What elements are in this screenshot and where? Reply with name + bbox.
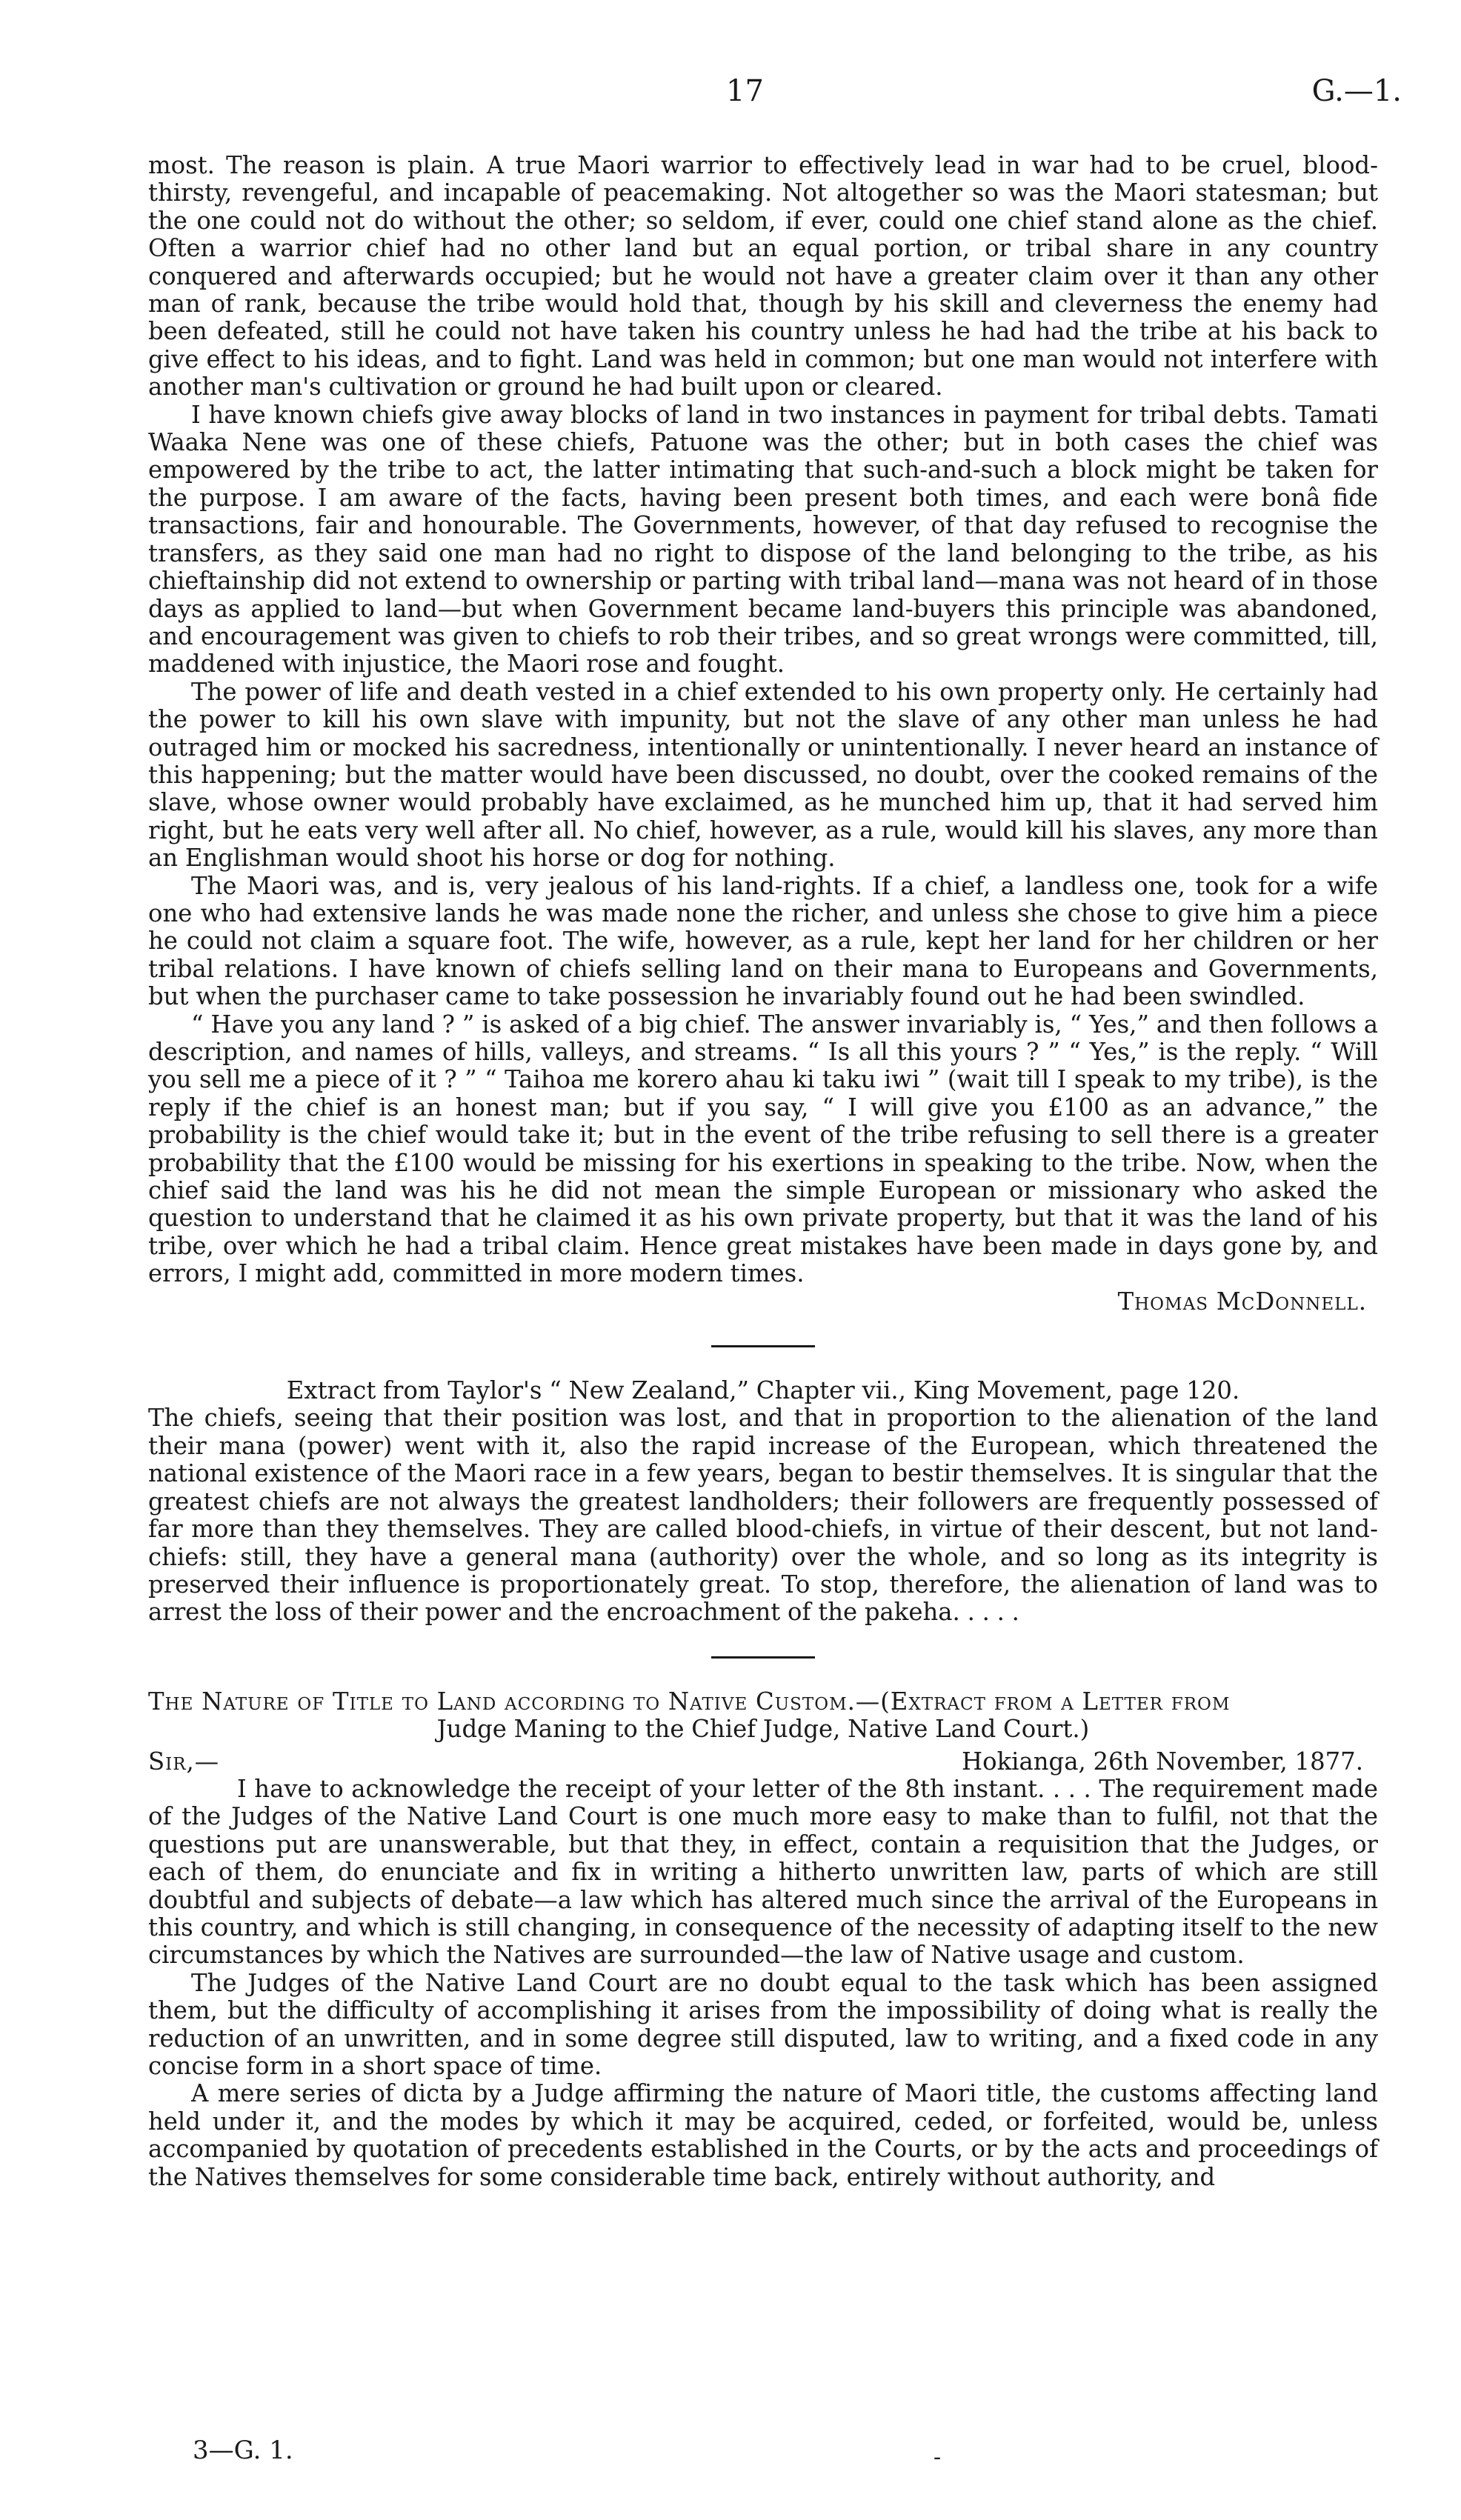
letter-paragraph-3: A mere series of dicta by a Judge affirming the nature of Maori title, the customs affecting land held under it, and the modes by which it may be acquired, ceded, or forfeited, would be, unless accompanied by quotation of precedents established in the Courts, or by the acts and proceedings of the Natives themselves for some considerable time back, entirely without authority, and [148, 2079, 1378, 2191]
section-divider [711, 1656, 815, 1659]
section-divider [711, 1345, 815, 1347]
extract-heading: Extract from Taylor's “ New Zealand,” Chapter vii., King Movement, page 120. [286, 1376, 1240, 1405]
body-paragraph-5: “ Have you any land ? ” is asked of a big chief. The answer invariably is, “ Yes,” and then follows a description, and names of hills, valleys, and streams. “ Is all this yours ? ” “ Yes,” is the reply. “ Will you sell me a piece of it ? ” “ Taihoa me korero ahau ki taku iwi ” (wait till I speak to my tribe), is the reply if the chief is an honest man; but if you say, “ I will give you £100 as an advance,” the probability is the chief would take it; but in the event of the tribe refusing to sell there is a greater probability that the £100 would be missing for his exertions in speaking to the tribe. Now, when the chief said the land was his he did not mean the simple European or missionary who asked the question to understand that he claimed it as his own private property, but that it was the land of his tribe, over which he had a tribal claim. Hence great mistakes have been made in days gone by, and errors, I might add, committed in more modern times. [148, 1010, 1378, 1288]
body-paragraph-3: The power of life and death vested in a chief extended to his own property only. He certainly had the power to kill his own slave with impunity, but not the slave of any other man unless he had outraged him or mocked his sacredness, intentionally or unintentionally. I never heard an instance of this happening; but the matter would have been discussed, no doubt, over the cooked remains of the slave, whose owner would probably have exclaimed, as he munched him up, that it had served him right, but he eats very well after all. No chief, however, as a rule, would kill his slaves, any more than an Englishman would shoot his horse or dog for nothing. [148, 677, 1378, 873]
series-code: G.—1. [1311, 74, 1402, 108]
letter-title-line-1: The Nature of Title to Land according to Native Custom.—(Extract from a Letter from [148, 1687, 1231, 1716]
page-number: 17 [726, 74, 764, 108]
extract-paragraph: The chiefs, seeing that their position was lost, and that in proportion to the alienation of the land their mana (power) went with it, also the rapid increase of the European, which threatened the national existence of the Maori race in a few years, began to bestir themselves. It is singular that the greatest chiefs are not always the greatest landholders; their followers are frequently possessed of far more than they themselves. They are called blood-chiefs, in virtue of their descent, but not land-chiefs: still, they have a general mana (authority) over the whole, and so long as its integrity is preserved their influence is proportionately great. To stop, therefore, the alienation of land was to arrest the loss of their power and the encroachment of the pakeha. . . . . [148, 1404, 1378, 1627]
letter-paragraph-1: I have to acknowledge the receipt of your letter of the 8th instant. . . . The requirement made of the Judges of the Native Land Court is one much more easy to make than to fulfil, not that the questions put are unanswerable, but that they, in effect, contain a requisition that the Judges, or each of them, do enunciate and fix in writing a hitherto unwritten law, parts of which are still doubtful and subjects of debate—a law which has altered much since the arrival of the Europeans in this country, and which is still changing, in consequence of the necessity of adapting itself to the new circumstances by which the Natives are surrounded—the law of Native usage and custom. [148, 1774, 1378, 1970]
page-header [148, 74, 1402, 126]
salutation-row [148, 1748, 1378, 1776]
body-paragraph-4: The Maori was, and is, very jealous of his land-rights. If a chief, a landless one, took for a wife one who had extensive lands he was made none the richer, and unless she chose to give him a piece he could not claim a square foot. The wife, however, as a rule, kept her land for her children or her tribal relations. I have known of chiefs selling land on their mana to Europeans and Governments, but when the purchaser came to take possession he invariably found out he had been swindled. [148, 871, 1378, 1011]
place-date: Hokianga, 26th November, 1877. [961, 1747, 1363, 1776]
author-signature: Thomas McDonnell. [1117, 1287, 1367, 1316]
letter-paragraph-2: The Judges of the Native Land Court are no doubt equal to the task which has been assigned them, but the difficulty of accomplishing it arises from the impossibility of doing what is really the reduction of an unwritten, and in some degree still disputed, law to writing, and a fixed code in any concise form in a short space of time. [148, 1968, 1378, 2080]
body-paragraph-2: I have known chiefs give away blocks of land in two instances in payment for tribal debts. Tamati Waaka Nene was one of these chiefs, Patuone was the other; but in both cases the chief was empowered by the tribe to act, the latter intimating that such-and-such a block might be taken for the purpose. I am aware of the facts, having been present both times, and each were bonâ fide transactions, fair and honourable. The Governments, however, of that day refused to recognise the transfers, as they said one man had no right to dispose of the land belonging to the tribe, as his chieftainship did not extend to ownership or parting with tribal land—mana was not heard of in those days as applied to land—but when Government became land-buyers this principle was abandoned, and encouragement was given to chiefs to rob their tribes, and so great wrongs were committed, till, maddened with injustice, the Maori rose and fought. [148, 400, 1378, 679]
document-body [148, 152, 1378, 2191]
printer-signature-mark: 3—G. 1. [193, 2436, 293, 2465]
footer-small-mark: - [933, 2444, 942, 2470]
letter-title [148, 1688, 1378, 1744]
salutation: Sir,— [148, 1747, 220, 1776]
body-paragraph-1: most. The reason is plain. A true Maori warrior to effectively lead in war had to be cruel, blood-thirsty, revengeful, and incapable of peacemaking. Not altogether so was the Maori statesman; but the one could not do without the other; so seldom, if ever, could one chief stand alone as the chief. Often a warrior chief had no other land but an equal portion, or tribal share in any country conquered and afterwards occupied; but he would not have a greater claim over it than any other man of rank, because the tribe would hold that, though by his skill and cleverness the enemy had been defeated, still he could not have taken his country unless he had had the tribe at his back to give effect to his ideas, and to fight. Land was held in common; but one man would not interfere with another man's cultivation or ground he had built upon or cleared. [148, 151, 1378, 401]
letter-title-line-2: Judge Maning to the Chief Judge, Native Land Court.) [436, 1715, 1090, 1744]
